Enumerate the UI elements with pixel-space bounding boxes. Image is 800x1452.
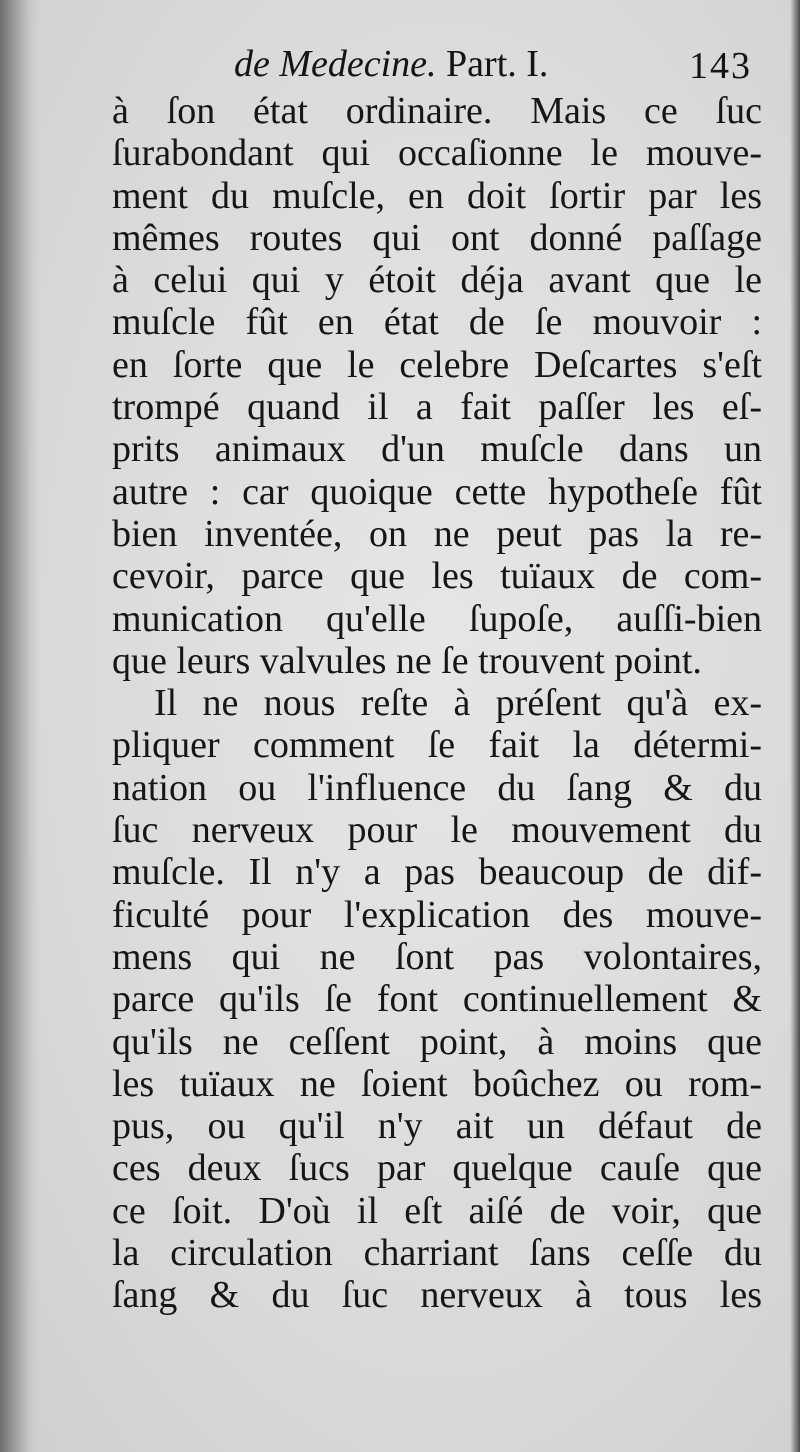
text-line: à celui qui y étoit déja avant que le (112, 259, 762, 302)
text-line: ce ſoit. D'où il eſt aiſé de voir, que (112, 1189, 762, 1232)
text-line: ficulté pour l'explication des mouve- (112, 893, 762, 936)
text-line: la circulation charriant ſans ceſſe du (112, 1232, 762, 1275)
paragraph-start-line: Il ne nous reſte à préſent qu'à ex- (154, 682, 762, 725)
text-line: parce qu'ils ſe font continuellement & (112, 978, 762, 1021)
running-title: de Medecine. (234, 43, 437, 85)
text-line: les tuïaux ne ſoient boûchez ou rom- (112, 1062, 762, 1105)
text-line: mens qui ne ſont pas volontaires, (112, 935, 762, 978)
text-line: nation ou l'influence du ſang & du (112, 766, 762, 809)
text-line: ces deux ſucs par quelque cauſe que (112, 1147, 762, 1190)
text-line: muſcle fût en état de ſe mouvoir : (112, 301, 762, 344)
page-header (112, 38, 762, 90)
text-line: autre : car quoique cette hypotheſe fût (112, 470, 762, 513)
text-line: à ſon état ordinaire. Mais ce ſuc (112, 90, 762, 132)
text-line: bien inventée, on ne peut pas la re- (112, 512, 762, 555)
text-line: ſang & du ſuc nerveux à tous les (112, 1274, 762, 1317)
text-line: muſcle. Il n'y a pas beaucoup de dif- (112, 851, 762, 894)
text-line: cevoir, parce que les tuïaux de com- (112, 555, 762, 598)
paragraph-end-line: que leurs valvules ne ſe trouvent point. (112, 639, 702, 682)
text-line: prits animaux d'un muſcle dans un (112, 428, 762, 471)
page-gutter-shadow (0, 0, 40, 1452)
page-number: 143 (689, 45, 752, 87)
running-head (234, 42, 548, 86)
part-label: Part. I. (446, 43, 549, 85)
text-line: ment du muſcle, en doit ſortir par les (112, 174, 762, 217)
text-line: mêmes routes qui ont donné paſſage (112, 216, 762, 259)
text-line: en ſorte que le celebre Deſcartes s'eſt (112, 343, 762, 386)
text-line: munication qu'elle ſupoſe, auſſi-bien (112, 597, 762, 640)
text-line: trompé quand il a fait paſſer les eſ- (112, 386, 762, 429)
text-line: ſurabondant qui occaſionne le mouve- (112, 132, 762, 175)
page-edge-shadow (790, 0, 800, 1452)
text-line: pus, ou qu'il n'y ait un défaut de (112, 1105, 762, 1148)
text-line: qu'ils ne ceſſent point, à moins que (112, 1020, 762, 1063)
body-text (112, 90, 762, 1317)
text-line: ſuc nerveux pour le mouvement du (112, 809, 762, 852)
text-line: pliquer comment ſe fait la détermi- (112, 724, 762, 767)
